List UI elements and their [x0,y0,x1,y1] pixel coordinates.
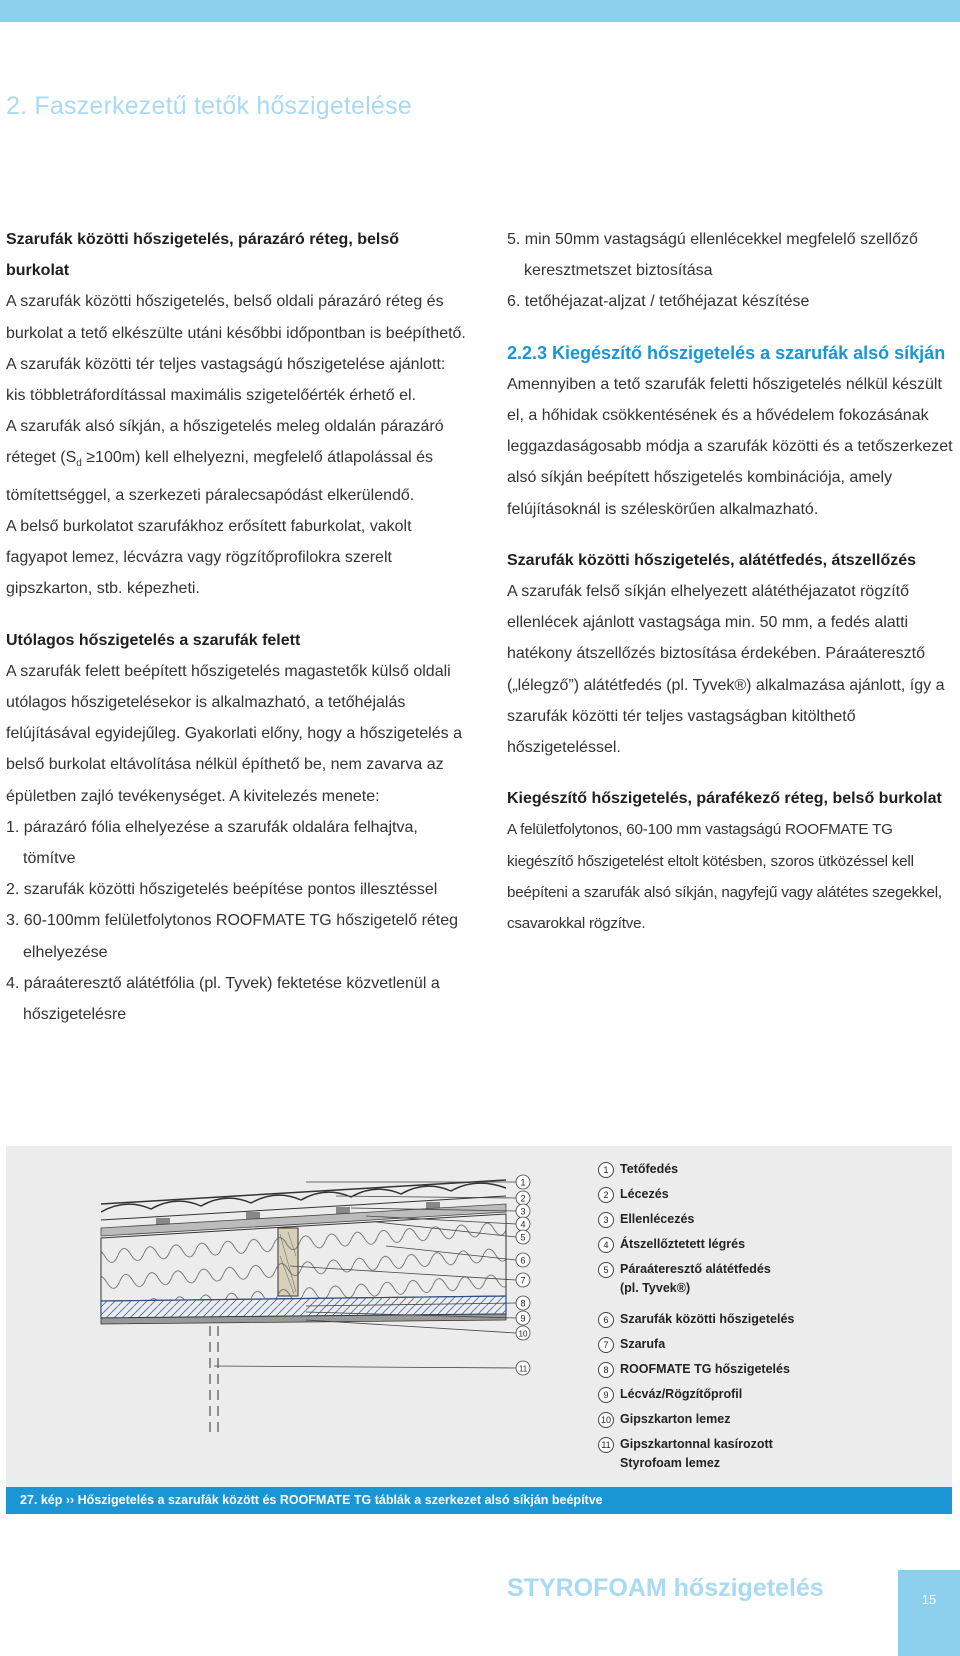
paragraph: A szarufák felső síkján elhelyezett alátéthéjazatot rögzítő ellenlécek ajánlott vastagsága min. 50 mm, a fedés alatti hatékony átszellőzés biztosítása érdekében. Páraáteresztő („lélegző”) alátétfedés (pl. Tyvek®) alkalmazása ajánlott, így a szarufák közötti tér teljes vastagságban kitölthető hőszigeteléssel. [507,583,945,757]
callout-label: 2 [520,1193,526,1204]
callout-7 [516,1273,530,1287]
callout-5 [516,1230,530,1244]
callout-label: 8 [520,1298,526,1309]
list-item: 2. szarufák közötti hőszigetelés beépítése pontos illesztéssel [6,881,438,899]
callout-10 [516,1326,530,1340]
callout-label: 7 [520,1275,526,1286]
page-number: 15 [898,1570,960,1656]
legend-item: 9 Lécváz/Rögzítőprofil [593,1385,953,1410]
legend-item: 3 Ellenlécezés [593,1210,953,1235]
figure-caption: 27. kép ›› Hőszigetelés a szarufák között és ROOFMATE TG táblák a szerkezet alsó síkján beépítve [6,1487,952,1514]
callout-label: 1 [520,1177,526,1188]
legend-item: 4 Átszellőztetett légrés [593,1235,953,1260]
section-heading-numbered: 2.2.3 Kiegészítő hőszigetelés a szarufák alsó síkján [507,342,946,363]
section-heading: Utólagos hőszigetelés a szarufák felett [6,631,301,649]
section-heading: Szarufák közötti hőszigetelés, párazáró réteg, belső burkolat [6,231,399,280]
top-color-bar [0,0,960,22]
callout-label: 11 [518,1364,528,1374]
section-heading: Kiegészítő hőszigetelés, párafékező réteg, belső burkolat [507,790,942,808]
footer-brand: STYROFOAM hőszigetelés [507,1574,824,1602]
callout-label: 5 [520,1232,526,1243]
paragraph: A szarufák alsó síkján, a hőszigetelés meleg oldalán párazáró réteget $(S_d \ge 100m)$ kell elhelyezni, megfelelő átlapolással és tömítettséggel, a szerkezeti páralecsapódást elkerülendő. [6,418,444,504]
callout-4 [516,1217,530,1231]
section-heading: Szarufák közötti hőszigetelés, alátétfedés, átszellőzés [507,551,917,569]
left-column [6,224,466,1030]
list-item: 1. párazáró fólia elhelyezése a szarufák oldalára felhajtva, tömítve [6,818,418,868]
paragraph: A szarufák közötti hőszigetelés, belső oldali párazáró réteg és burkolat a tető elkészülte utáni későbbi időpontban is beépíthető. A szarufák közötti tér teljes vastagságú hőszigetelése ajánlott: kis többletráfordítással maximális szigetelőérték érhető el. [6,293,466,405]
callout-11 [516,1361,530,1375]
list-item: 5. min 50mm vastagságú ellenlécekkel megfelelő szellőző keresztmetszet biztosítása [507,231,918,280]
callout-label: 3 [520,1206,526,1217]
callout-label: 6 [520,1255,526,1266]
callout-label: 9 [520,1313,526,1324]
legend-item: 7 Szarufa [593,1335,953,1360]
paragraph: A belső burkolatot szarufákhoz erősített faburkolat, vakolt fagyapot lemez, lécvázra vagy rögzítőprofilokra szerelt gipszkarton, stb. képezheti. [6,518,412,598]
callout-label: 4 [520,1219,526,1230]
list-item: 6. tetőhéjazat-aljzat / tetőhéjazat készítése [507,293,810,311]
callout-9 [516,1311,530,1325]
legend-item: 8 ROOFMATE TG hőszigetelés [593,1360,953,1385]
legend-item: 5 Páraáteresztő alátétfedés (pl. Tyvek®) [593,1260,953,1310]
legend-item: 1 Tetőfedés [593,1160,953,1185]
rafter-below-dashed [210,1326,218,1436]
paragraph: A felületfolytonos, 60-100 mm vastagságú ROOFMATE TG kiegészítő hőszigetelést eltolt kötésben, szoros ütközéssel kell beépíteni a szarufák alsó síkján, nagyfejű vagy alátétes szegekkel, csavarokkal rögzítve. [507,821,942,933]
legend-item: 11 Gipszkartonnal kasírozott Styrofoam lemez [593,1435,953,1485]
legend-item: 2 Lécezés [593,1185,953,1210]
callout-1 [516,1175,530,1189]
list-item: 4. páraáteresztő alátétfólia (pl. Tyvek) fektetése közvetlenül a hőszigetelésre [6,974,440,1024]
paragraph: Amennyiben a tető szarufák feletti hőszigetelés nélkül készült el, a hőhidak csökkentésének és a hővédelem fokozásának leggazdaságosabb módja a szarufák közötti és a tetőszerkezet alsó síkján beépített hőszigetelés kombinációja, amely felújításoknál is széleskörűen alkalmazható. [507,375,953,518]
legend-item: 10 Gipszkarton lemez [593,1410,953,1435]
right-column [507,224,957,939]
page-title: 2. Faszerkezetű tetők hőszigetelése [6,92,412,120]
callout-6 [516,1253,530,1267]
paragraph: A szarufák felett beépített hőszigetelés magastetők külső oldali utólagos hőszigetelésekor is alkalmazható, a tetőhéjalás felújításával egyidejűleg. Gyakorlati előny, hogy a hőszigetelés a belső burkolat eltávolítása nélkül építhető be, nem zavarva az épületben zajló tevékenységet. A kivitelezés menete: [6,662,462,805]
callout-2 [516,1191,530,1205]
legend-item: 6 Szarufák közötti hőszigetelés [593,1310,953,1335]
list-item: 3. 60-100mm felületfolytonos ROOFMATE TG hőszigetelő réteg elhelyezése [6,912,459,961]
callout-label: 10 [518,1329,528,1339]
callout-3 [516,1204,530,1218]
figure-legend [593,1160,953,1485]
callout-circles [516,1175,530,1375]
callout-8 [516,1296,530,1310]
